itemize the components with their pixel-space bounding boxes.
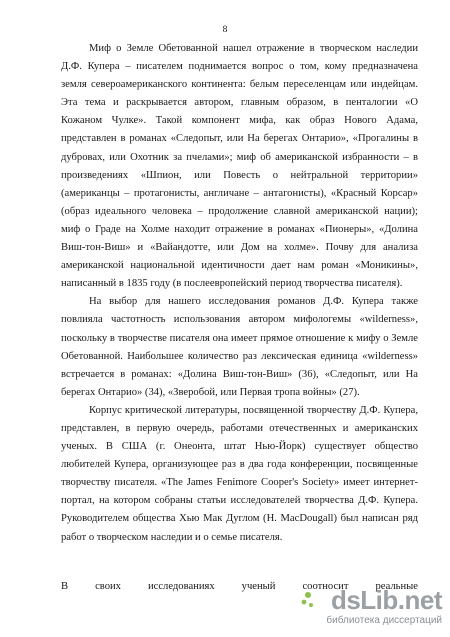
watermark-logo: dsLib.net [330, 585, 442, 615]
watermark [292, 585, 442, 631]
page-number: 8 [222, 25, 228, 35]
watermark-subtitle: библиотека диссертаций [326, 615, 442, 626]
document-body [61, 40, 418, 547]
logo-dots-icon [300, 591, 316, 611]
paragraph-2: На выбор для нашего исследования романов Д.Ф. Купера также повлияла частотность использования автором мифологемы «wilderness», поскольку в творчестве писателя она имеет прямое отношение к мифу о Земле Обетованной. Наибольшее количество раз лексическая единица «wilderness» встречается в романах: «Долина Виш-тон-Виш» (36), «Следопыт, или На берегах Онтарио» (34), «Зверобой, или Первая тропа войны» (27). [61, 296, 418, 398]
paragraph-1: Миф о Земле Обетованной нашел отражение в творческом наследии Д.Ф. Купера – писателем поднимается вопрос о том, кому предназначена земля североамериканского континента: белым переселенцам или индейцам. Эта тема и раскрывается автором, главным образом, в пенталогии «О Кожаном Чулке». Такой компонент мифа, как образ Нового Адама, представлен в романах «Следопыт, или На берегах Онтарио», «Прогалины в дубровах, или Охотник за пчелами»; миф об американской избранности – в произведениях «Шпион, или Повесть о нейтральной территории» (американцы – протагонисты, англичане – антагонисты), «Красный Корсар» (образ идеального человека – продолжение славной американской нации); миф о Граде на Холме находит отражение в романах «Пионеры», «Долина Виш-тон-Виш» и «Вайандотте, или Дом на холме». Почву для анализа американской национальной идентичности дает нам роман «Моникины», написанный в 1835 году (в послеевропейский период творчества писателя). [61, 43, 418, 290]
paragraph-3: Корпус критической литературы, посвященной творчеству Д.Ф. Купера, представлен, в первую очередь, работами отечественных и американских ученых. В США (г. Онеонта, штат Нью-Йорк) существует общество любителей Купера, организующее раз в два года конференции, посвященные творчеству писателя. «The James Fenimore Cooper's Society» имеет интернет-портал, на котором собраны статьи исследователей творчества Д.Ф. Купера. Руководителем общества Хью Мак Дуглом (H. MacDougall) был написан ряд работ о творческом наследии и о семье писателя. [61, 404, 418, 543]
cut-off-line: В своих исследованиях ученый соотносит реальные [61, 581, 418, 592]
